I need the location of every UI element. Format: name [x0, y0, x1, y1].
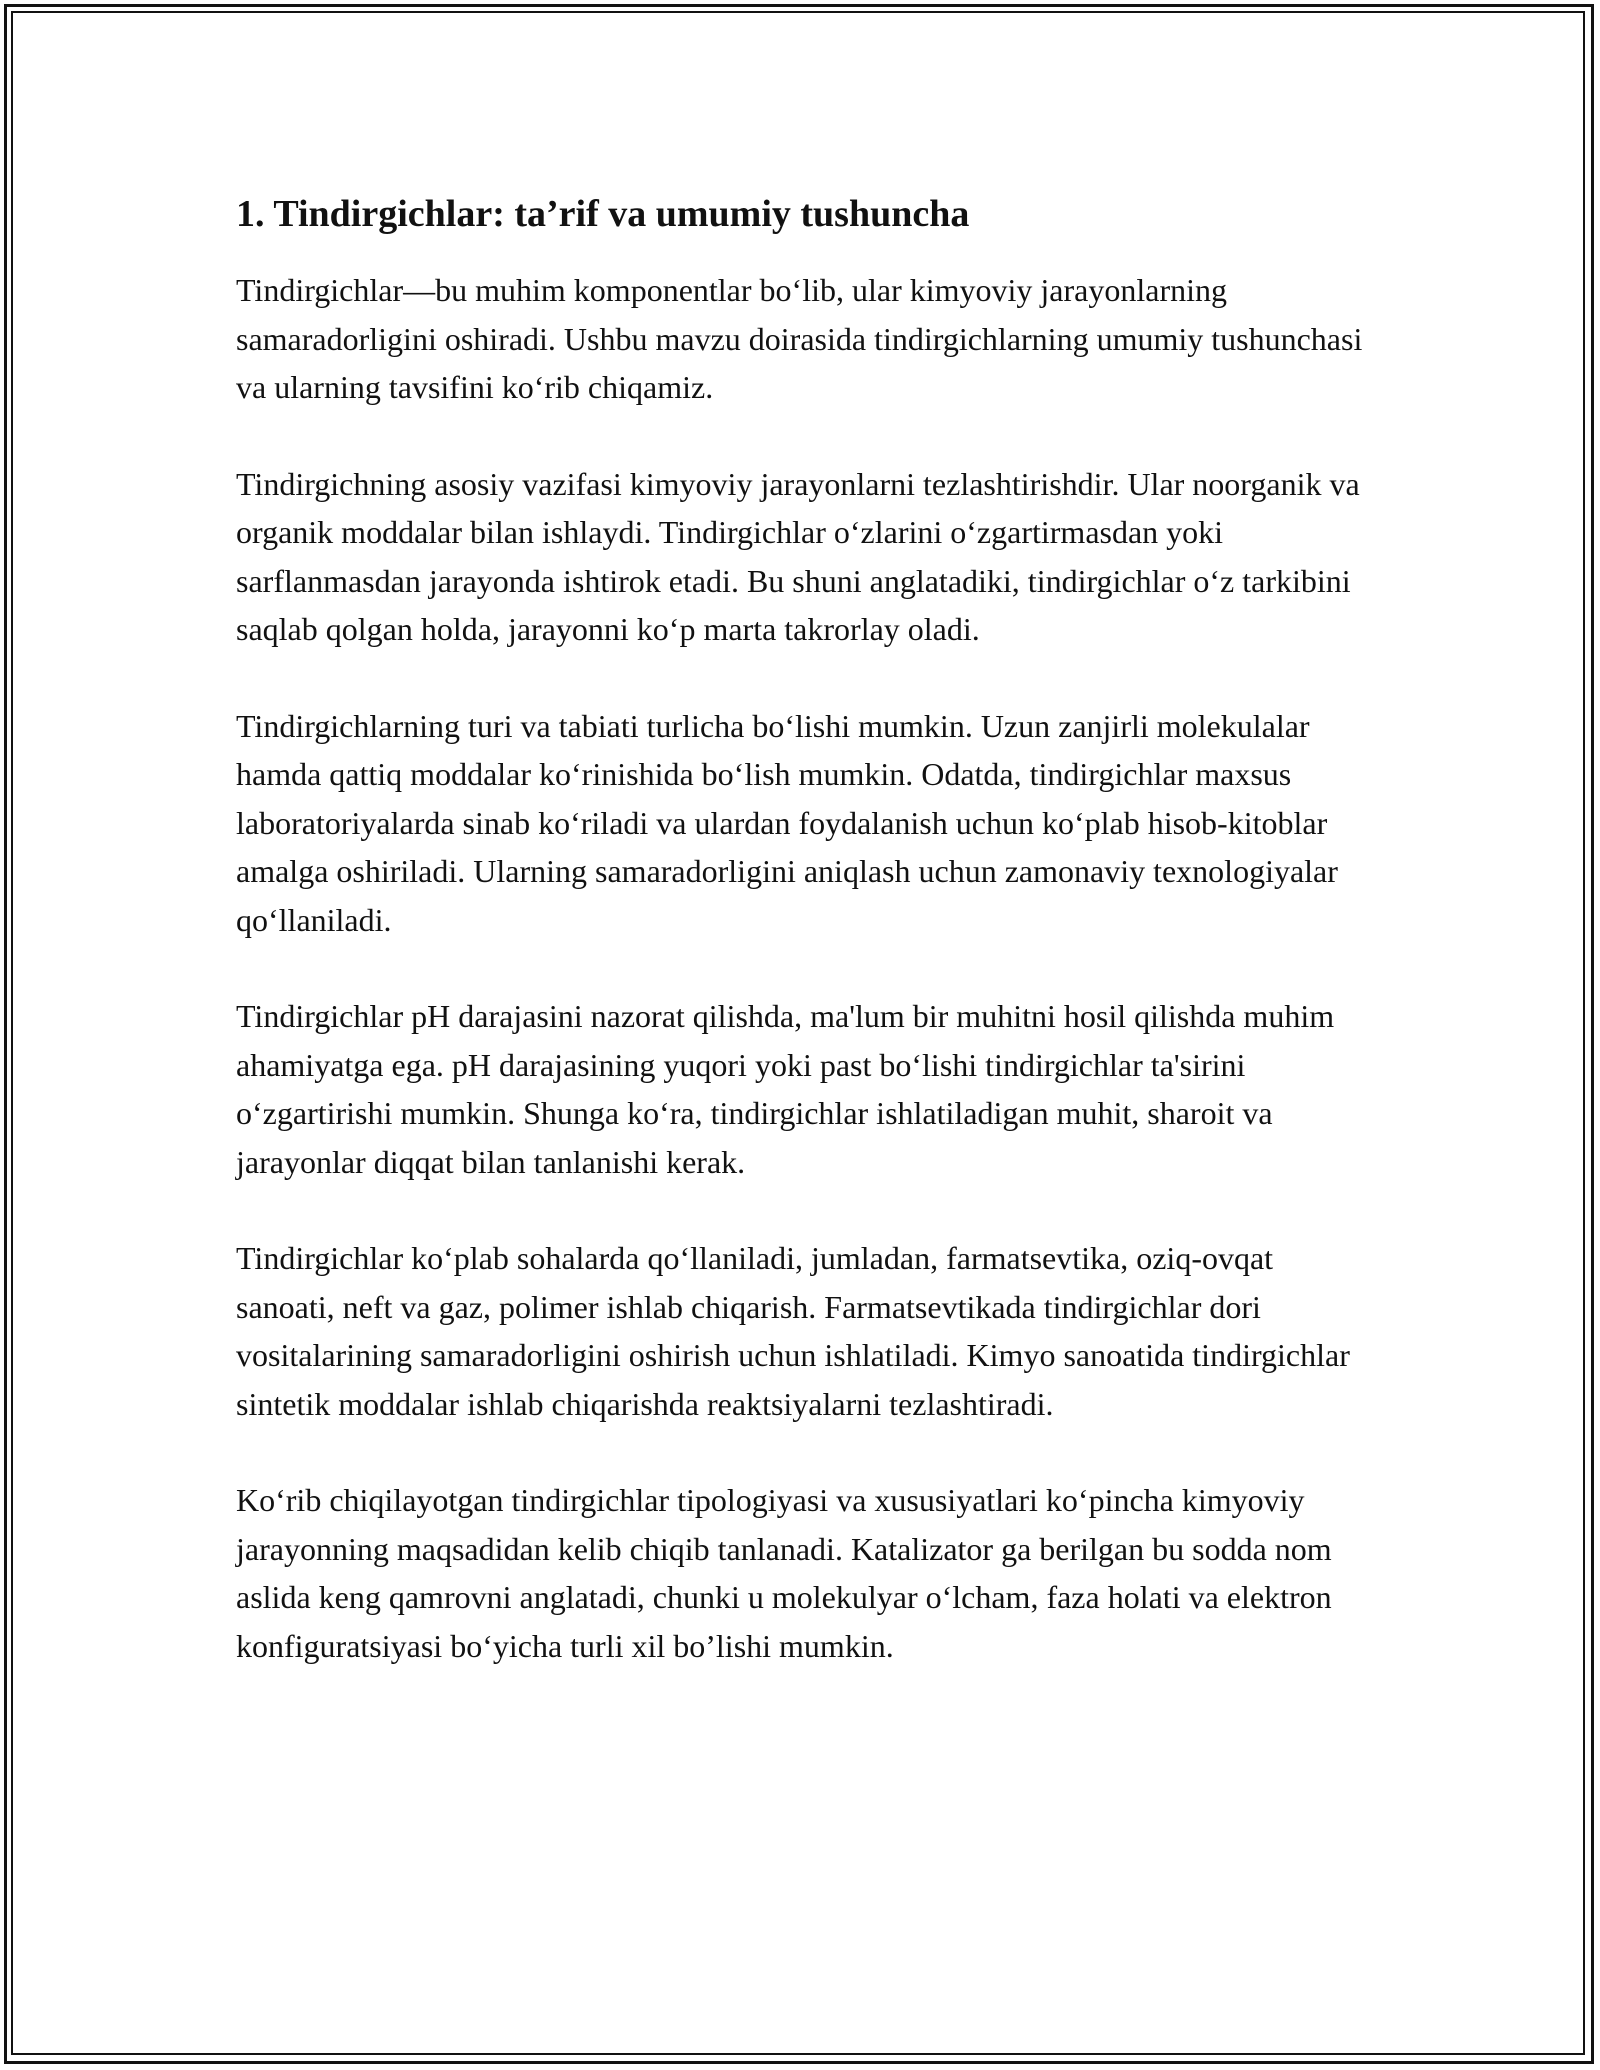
paragraph-2: Tindirgichning asosiy vazifasi kimyoviy jarayonlarni tezlashtirishdir. Ular noorganik va organik moddalar bilan ishlaydi. Tindirgichlar oʻzlarini oʻzgartirmasdan yoki sarflanmasdan jarayonda ishtirok etadi. Bu shuni anglatadiki, tindirgichlar oʻz tarkibini saqlab qolgan holda, jarayonni koʻp marta takrorlay oladi.: [236, 465, 1360, 647]
paragraph-6: Koʻrib chiqilayotgan tindirgichlar tipologiyasi va xususiyatlari koʻpincha kimyoviy jarayonning maqsadidan kelib chiqib tanlanadi. Katalizator ga berilgan bu sodda nom aslida keng qamrovni anglatadi, chunki u molekulyar oʻlcham, faza holati va elektron konfiguratsiyasi boʻyicha turli xil bo’lishi mumkin.: [236, 1482, 1332, 1664]
paragraph-5: Tindirgichlar koʻplab sohalarda qoʻllaniladi, jumladan, farmatsevtika, oziq-ovqat sanoati, neft va gaz, polimer ishlab chiqarish. Farmatsevtikada tindirgichlar dori vositalarining samaradorligini oshirish uchun ishlatiladi. Kimyo sanoatida tindirgichlar sintetik moddalar ishlab chiqarishda reaktsiyalarni tezlashtiradi.: [236, 1240, 1350, 1422]
paragraph-1: Tindirgichlar—bu muhim komponentlar boʻlib, ular kimyoviy jarayonlarning samaradorligini oshiradi. Ushbu mavzu doirasida tindirgichlarning umumiy tushunchasi va ularning tavsifini koʻrib chiqamiz.: [236, 272, 1363, 405]
paragraph-4: Tindirgichlar pH darajasini nazorat qilishda, ma'lum bir muhitni hosil qilishda muhim ahamiyatga ega. pH darajasining yuqori yoki past boʻlishi tindirgichlar ta'sirini oʻzgartirishi mumkin. Shunga koʻra, tindirgichlar ishlatiladigan muhit, sharoit va jarayonlar diqqat bilan tanlanishi kerak.: [236, 998, 1335, 1180]
document-body: [236, 186, 1366, 1718]
section-title: 1. Tindirgichlar: ta’rif va umumiy tushuncha: [236, 193, 970, 235]
paragraph-3: Tindirgichlarning turi va tabiati turlicha boʻlishi mumkin. Uzun zanjirli molekulalar hamda qattiq moddalar koʻrinishida boʻlish mumkin. Odatda, tindirgichlar maxsus laboratoriyalarda sinab koʻriladi va ulardan foydalanish uchun koʻplab hisob-kitoblar amalga oshiriladi. Ularning samaradorligini aniqlash uchun zamonaviy texnologiyalar qoʻllaniladi.: [236, 707, 1338, 938]
